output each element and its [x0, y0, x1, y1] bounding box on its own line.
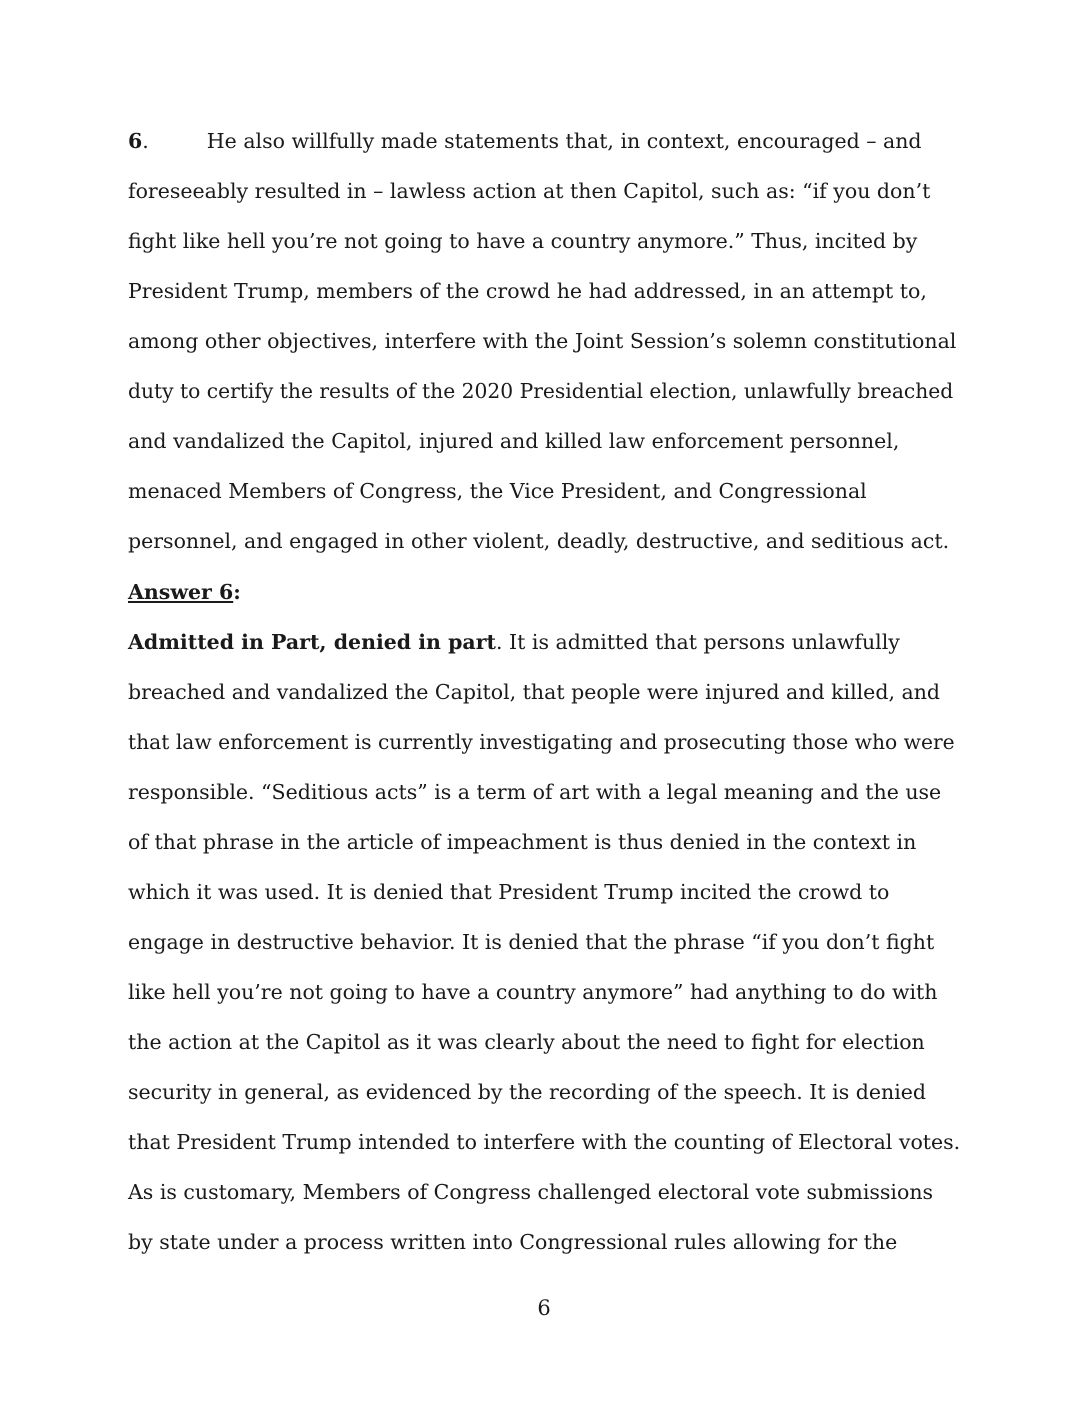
answer-line: like hell you’re not going to have a country anymore” had anything to do with: [128, 980, 938, 1004]
answer-line: As is customary, Members of Congress challenged electoral vote submissions: [128, 1180, 934, 1204]
answer-line: by state under a process written into Congressional rules allowing for the: [128, 1230, 898, 1254]
answer-line: that law enforcement is currently investigating and prosecuting those who were: [128, 730, 955, 754]
page-number: 6: [537, 1296, 551, 1320]
paragraph-line: [128, 127, 922, 155]
paragraph-line: menaced Members of Congress, the Vice President, and Congressional: [128, 479, 867, 503]
answer-line: that President Trump intended to interfere with the counting of Electoral votes.: [128, 1130, 961, 1154]
answer-line: which it was used. It is denied that President Trump incited the crowd to: [128, 880, 890, 904]
paragraph-text: He also willfully made statements that, in context, encouraged – and: [206, 129, 922, 153]
answer-lead-bold: Admitted in Part, denied in part: [128, 630, 496, 654]
answer-lead-rest: . It is admitted that persons unlawfully: [496, 630, 900, 654]
paragraph-line: among other objectives, interfere with the Joint Session’s solemn constitutional: [128, 329, 957, 353]
paragraph-line: President Trump, members of the crowd he had addressed, in an attempt to,: [128, 279, 927, 303]
answer-line: the action at the Capitol as it was clearly about the need to fight for election: [128, 1030, 925, 1054]
answer-line: breached and vandalized the Capitol, that people were injured and killed, and: [128, 680, 941, 704]
paragraph-number-suffix: .: [142, 129, 149, 153]
answer-line: engage in destructive behavior. It is denied that the phrase “if you don’t fight: [128, 930, 935, 954]
answer-line: [128, 628, 900, 656]
paragraph-line: fight like hell you’re not going to have a country anymore.” Thus, incited by: [128, 229, 918, 253]
paragraph-line: foreseeably resulted in – lawless action at then Capitol, such as: “if you don’t: [128, 179, 931, 203]
paragraph-line: duty to certify the results of the 2020 Presidential election, unlawfully breached: [128, 379, 954, 403]
answer-line: responsible. “Seditious acts” is a term of art with a legal meaning and the use: [128, 780, 942, 804]
answer-heading-text: Answer 6: [128, 580, 234, 604]
paragraph-number: 6: [128, 129, 143, 153]
paragraph-line: personnel, and engaged in other violent, deadly, destructive, and seditious act.: [128, 529, 950, 553]
answer-heading-suffix: :: [233, 580, 241, 604]
answer-heading: [128, 578, 241, 606]
answer-line: of that phrase in the article of impeachment is thus denied in the context in: [128, 830, 917, 854]
paragraph-line: and vandalized the Capitol, injured and killed law enforcement personnel,: [128, 429, 900, 453]
answer-line: security in general, as evidenced by the recording of the speech. It is denied: [128, 1080, 926, 1104]
